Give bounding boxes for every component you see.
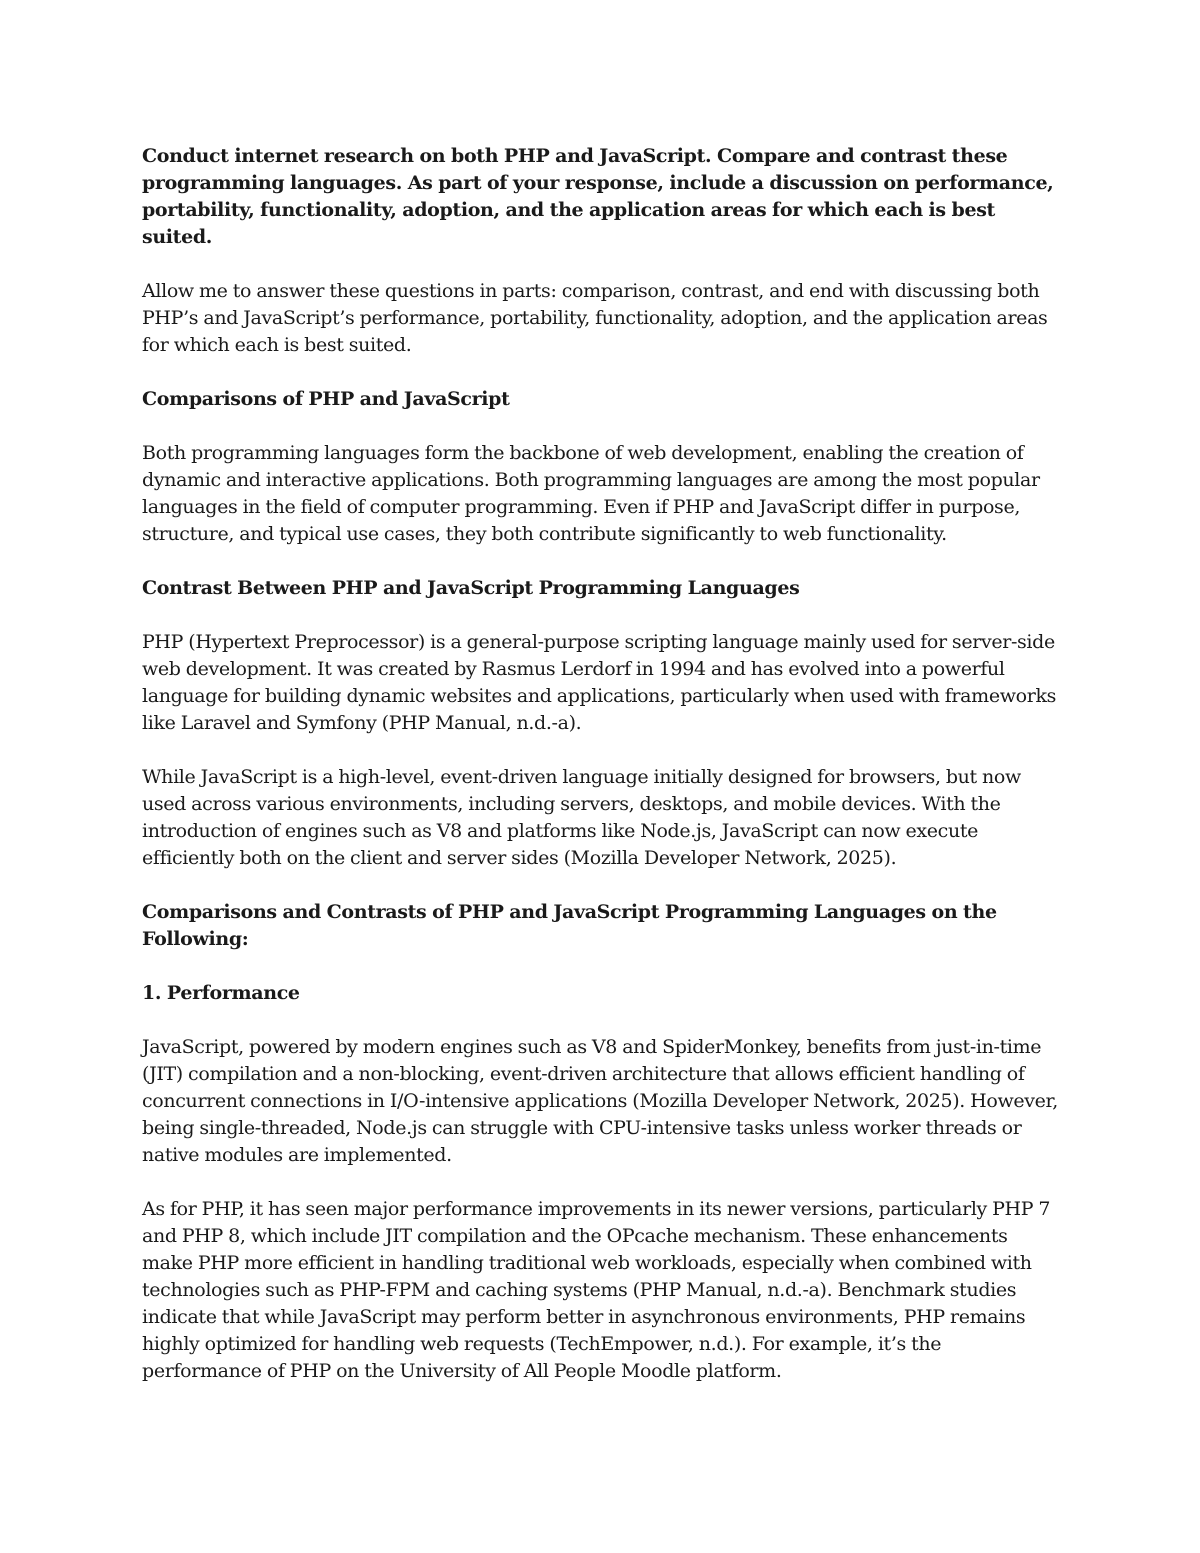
performance-heading: 1. Performance xyxy=(142,982,300,1004)
performance-js-paragraph: JavaScript, powered by modern engines such as V8 and SpiderMonkey, benefits from just-in-time (JIT) compilation and a non-blocking, event-driven architecture that allows efficient handling of concurrent connections in I/O-intensive applications (Mozilla Developer Network, 2025). However, being single-threaded, Node.js can struggle with CPU-intensive tasks unless worker threads or native modules are implemented. xyxy=(142,1036,1058,1166)
comparisons-paragraph: Both programming languages form the backbone of web development, enabling the creation of dynamic and interactive applications. Both programming languages are among the most popular languages in the field of computer programming. Even if PHP and JavaScript differ in purpose, structure, and typical use cases, they both contribute significantly to web functionality. xyxy=(142,442,1040,545)
following-heading: Comparisons and Contrasts of PHP and JavaScript Programming Languages on the Following: xyxy=(142,901,997,950)
contrast-js-paragraph: While JavaScript is a high-level, event-driven language initially designed for browsers, but now used across various environments, including servers, desktops, and mobile devices. With the introduction of engines such as V8 and platforms like Node.js, JavaScript can now execute efficiently both on the client and server sides (Mozilla Developer Network, 2025). xyxy=(142,766,1021,869)
intro-paragraph: Allow me to answer these questions in parts: comparison, contrast, and end with discussing both PHP’s and JavaScript’s performance, portability, functionality, adoption, and the application areas for which each is best suited. xyxy=(142,280,1048,356)
document-body xyxy=(142,143,1062,1412)
comparisons-heading: Comparisons of PHP and JavaScript xyxy=(142,388,510,410)
contrast-heading: Contrast Between PHP and JavaScript Programming Languages xyxy=(142,577,800,599)
performance-php-paragraph: As for PHP, it has seen major performance improvements in its newer versions, particularly PHP 7 and PHP 8, which include JIT compilation and the OPcache mechanism. These enhancements make PHP more efficient in handling traditional web workloads, especially when combined with technologies such as PHP-FPM and caching systems (PHP Manual, n.d.-a). Benchmark studies indicate that while JavaScript may perform better in asynchronous environments, PHP remains highly optimized for handling web requests (TechEmpower, n.d.). For example, it’s the performance of PHP on the University of All People Moodle platform. xyxy=(142,1198,1051,1382)
assignment-prompt: Conduct internet research on both PHP and JavaScript. Compare and contrast these programming languages. As part of your response, include a discussion on performance, portability, functionality, adoption, and the application areas for which each is best suited. xyxy=(142,145,1054,248)
contrast-php-paragraph: PHP (Hypertext Preprocessor) is a general-purpose scripting language mainly used for server-side web development. It was created by Rasmus Lerdorf in 1994 and has evolved into a powerful language for building dynamic websites and applications, particularly when used with frameworks like Laravel and Symfony (PHP Manual, n.d.-a). xyxy=(142,631,1057,734)
